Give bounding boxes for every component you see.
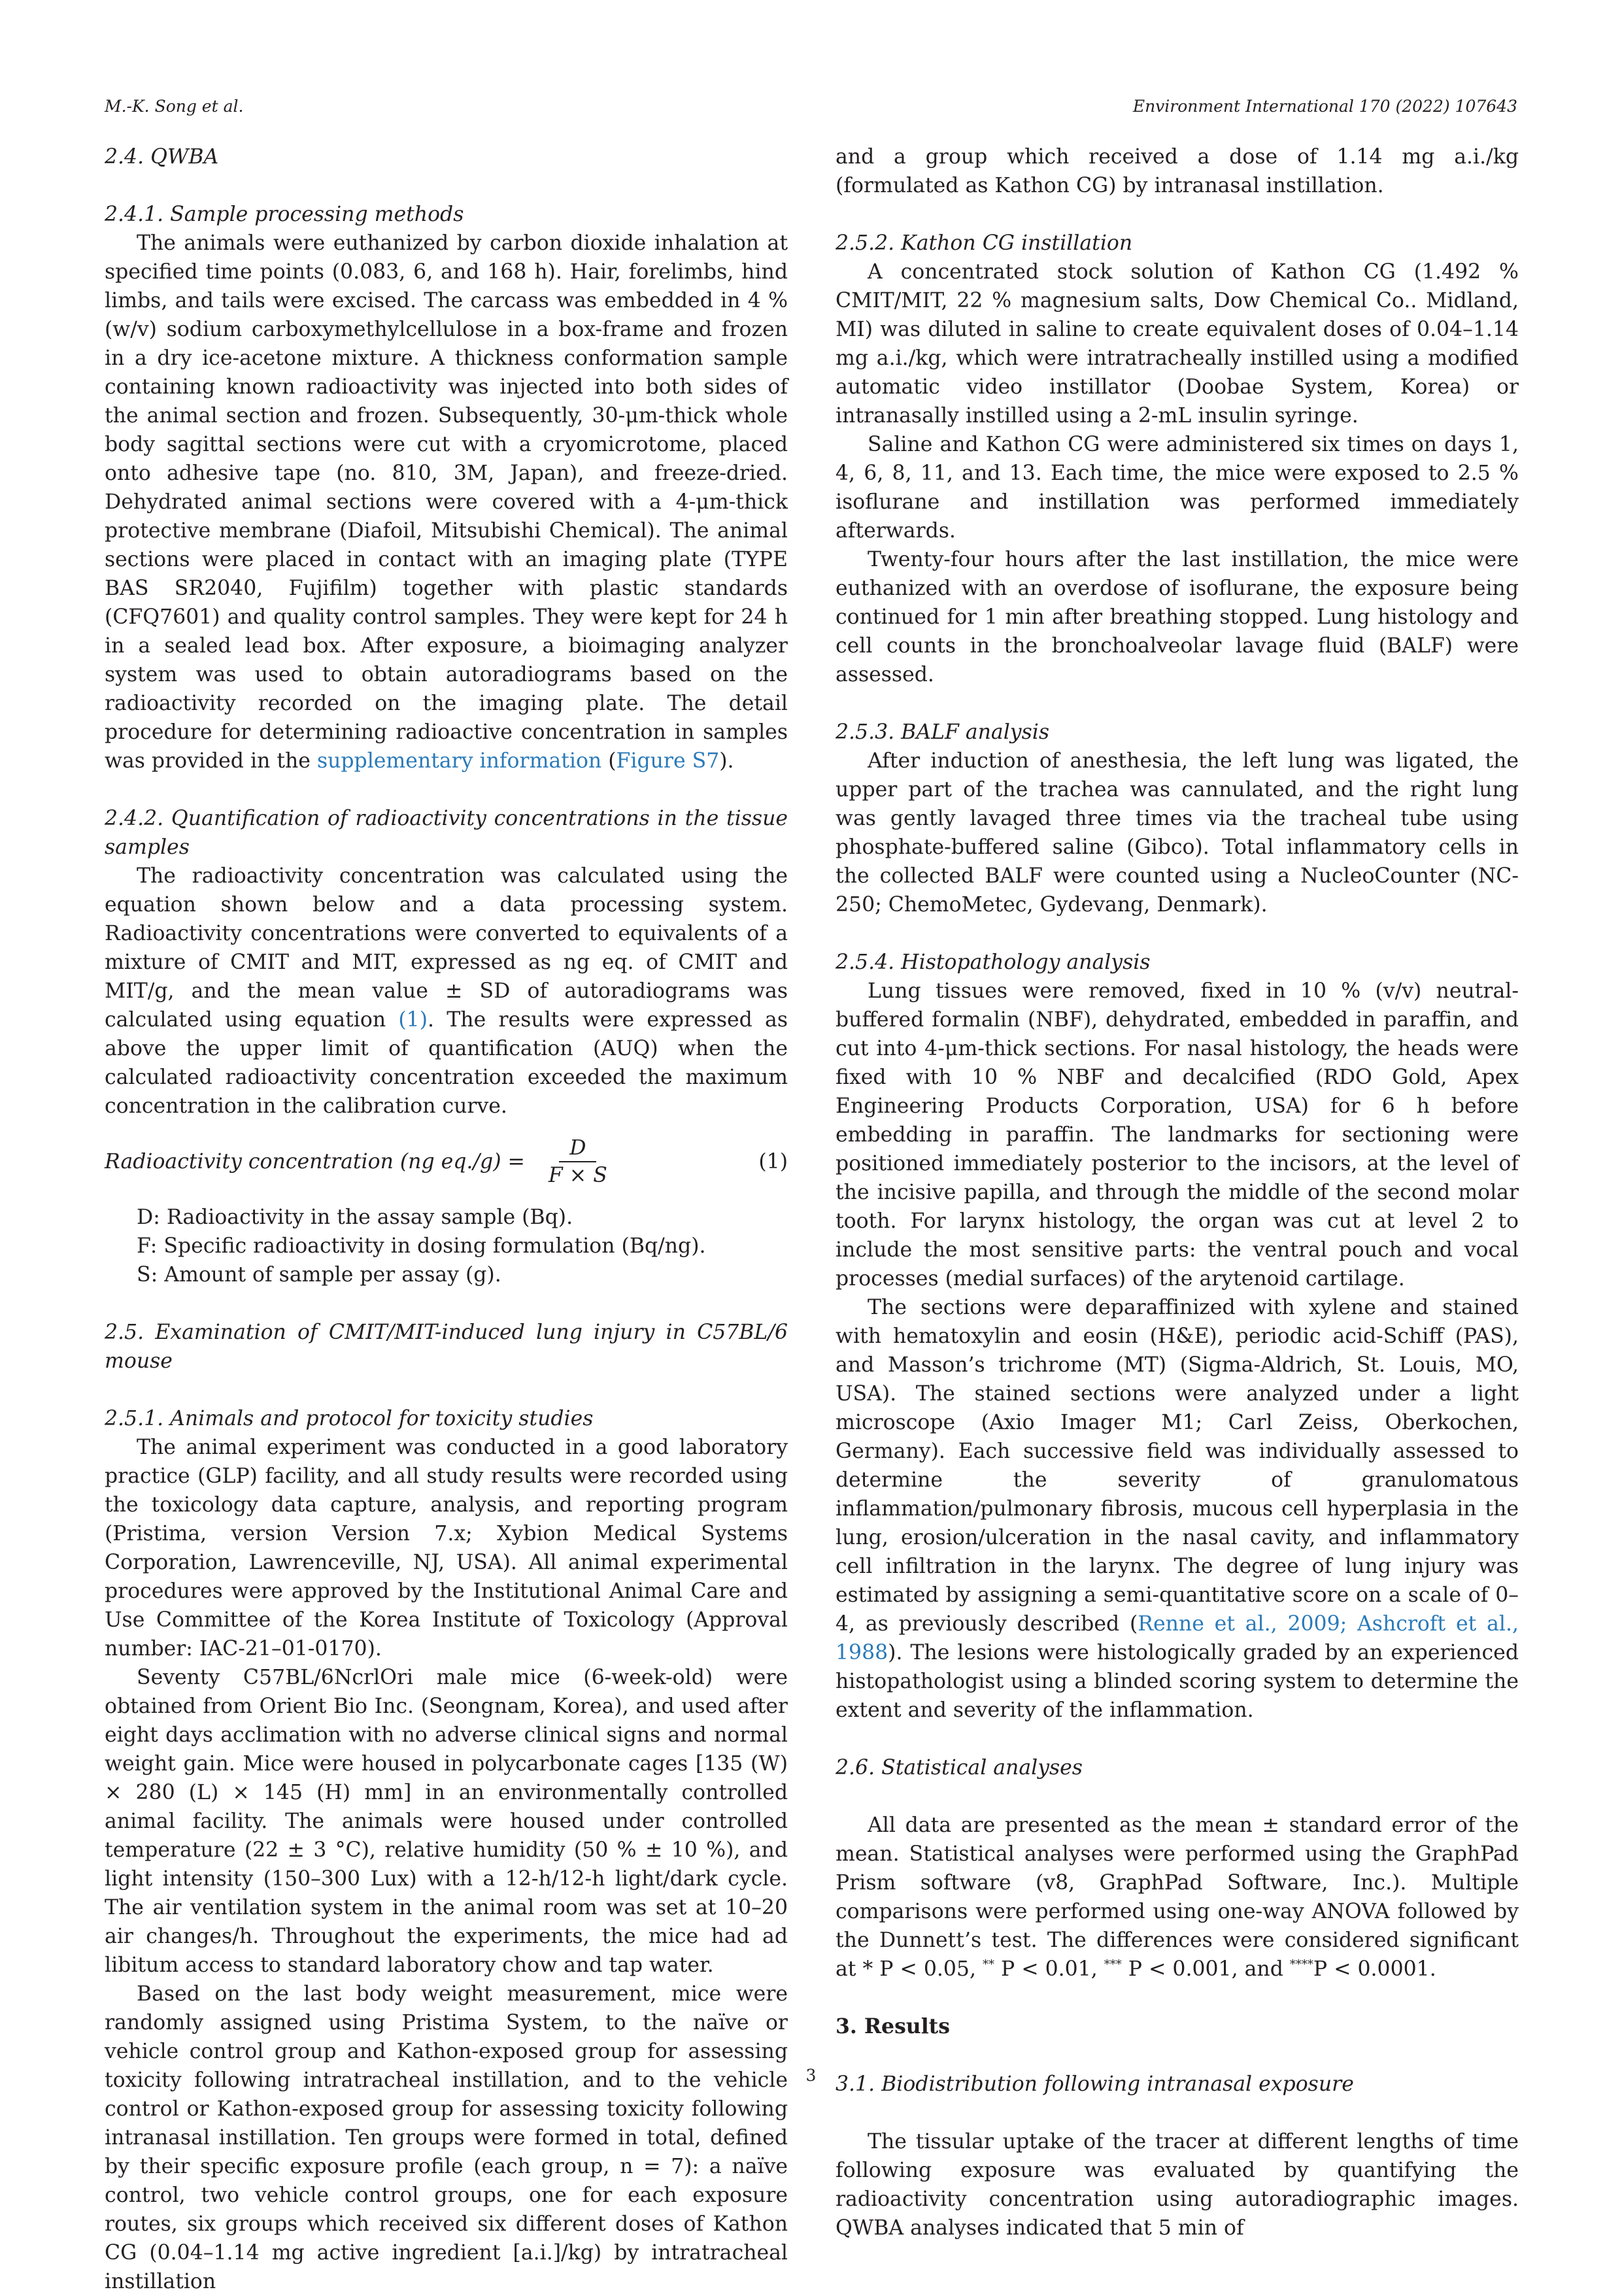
paragraph-biodistribution: The tissular uptake of the tracer at different lengths of time following exposure was evaluated by quantifying the radioactivity concentration using autoradiographic images. QWBA analyses indicated that 5 min of [836, 2130, 1519, 2240]
section-heading-2-5: 2.5. Examination of CMIT/MIT-induced lung injury in C57BL/6 mouse [105, 1321, 788, 1373]
section-heading-2-4: 2.4. QWBA [105, 145, 219, 169]
figure-s7-link[interactable]: Figure S7 [616, 749, 720, 773]
paragraph-statistics: All data are presented as the mean ± standard error of the mean. Statistical analyses were performed using the GraphPad Prism software (v8, GraphPad Software, Inc.). Multiple comparisons were performed using one-way ANOVA followed by the Dunnett’s test. The differences were considered significant at * P < 0.05, ** P < 0.01, *** P < 0.001, and ****P < 0.0001. [836, 1814, 1519, 1981]
running-header-journal: Environment International 170 (2022) 107643 [1132, 97, 1517, 116]
paragraph-histology-tissues: Lung tissues were removed, fixed in 10 % (v/v) neutral-buffered formalin (NBF), dehydrated, embedded in paraffin, and cut into 4-μm-thick sections. For nasal histology, the heads were fixed with 10 % NBF and decalcified (RDO Gold, Apex Engineering Products Corporation, USA) for 6 h before embedding in paraffin. The landmarks for sectioning were positioned immediately posterior to the incisors, at the level of the incisive papilla, and through the middle of the second molar tooth. For larynx histology, the organ was cut at level 2 to include the most sensitive parts: the ventral pouch and vocal processes (medial surfaces) of the arytenoid cartilage. [836, 979, 1519, 1291]
equation-fraction [538, 1135, 618, 1189]
paragraph-euthanasia: Twenty-four hours after the last instillation, the mice were euthanized with an overdose of isoflurane, the exposure being continued for 1 min after breathing stopped. Lung histology and cell counts in the bronchoalveolar lavage fluid (BALF) were assessed. [836, 548, 1519, 686]
section-heading-3: 3. Results [836, 2014, 950, 2038]
running-header-authors: M.-K. Song et al. [105, 97, 244, 116]
paragraph-kathon-stock: A concentrated stock solution of Kathon CG (1.492 % CMIT/MIT, 22 % magnesium salts, Dow Chemical Co.. Midland, MI) was diluted in saline to create equivalent doses of 0.04–1.14 mg a.i./kg, which were intratracheally instilled using a modified automatic video instillator (Doobae System, Korea) or intranasally instilled using a 2-mL insulin syringe. [836, 260, 1519, 428]
paragraph-balf: After induction of anesthesia, the left lung was ligated, the upper part of the trachea was cannulated, and the right lung was gently lavaged three times via the tracheal tube using phosphate-buffered saline (Gibco). Total inflammatory cells in the collected BALF were counted using a NucleoCounter (NC-250; ChemoMetec, Gydevang, Denmark). [836, 749, 1519, 917]
paragraph-continued: and a group which received a dose of 1.14 mg a.i./kg (formulated as Kathon CG) by intranasal instillation. [836, 145, 1519, 197]
subsection-heading-2-5-2: 2.5.2. Kathon CG instillation [836, 231, 1133, 255]
subsection-heading-2-5-4: 2.5.4. Histopathology analysis [836, 951, 1151, 974]
paragraph-quantification: The radioactivity concentration was calculated using the equation shown below and a data processing system. Radioactivity concentrations were converted to equivalents of a mixture of CMIT and MIT, expressed as ng eq. of CMIT and MIT/g, and the mean value ± SD of autoradiograms was calculated using equation (1). The results were expressed as above the upper limit of quantification (AUQ) when the calculated radioactivity concentration exceeded the maximum concentration in the calibration curve. [105, 864, 788, 1118]
equation-denominator: F × S [548, 1164, 607, 1187]
subsection-heading-2-4-1: 2.4.1. Sample processing methods [105, 203, 464, 226]
definition-d: D: Radioactivity in the assay sample (Bq). [137, 1206, 573, 1229]
paragraph-group-assignment: Based on the last body weight measurement, mice were randomly assigned using Pristima System, to the naïve or vehicle control group and Kathon-exposed group for assessing toxicity following intratracheal instillation, and to the vehicle control or Kathon-exposed group for assessing toxicity following intranasal instillation. Ten groups were formed in total, defined by their specific exposure profile (each group, n = 7): a naïve control, two vehicle control groups, one for each exposure routes, six groups which received six different doses of Kathon CG (0.04–1.14 mg active ingredient [a.i.]/kg) by intratracheal instillation [105, 1982, 788, 2293]
equation-numerator: D [559, 1135, 596, 1162]
equation-definitions [105, 1203, 788, 1289]
paragraph-mice-housing: Seventy C57BL/6NcrlOri male mice (6-week-old) were obtained from Orient Bio Inc. (Seongnam, Korea), and used after eight days acclimation with no adverse clinical signs and normal weight gain. Mice were housed in polycarbonate cages [135 (W) × 280 (L) × 145 (H) mm] in an environmentally controlled animal facility. The animals were housed under controlled temperature (22 ± 3 °C), relative humidity (50 % ± 10 %), and light intensity (150–300 Lux) with a 12-h/12-h light/dark cycle. The air ventilation system in the animal room was set at 10–20 air changes/h. Throughout the experiments, the mice had ad libitum access to standard laboratory chow and tap water. [105, 1666, 788, 1977]
section-heading-2-6: 2.6. Statistical analyses [836, 1756, 1083, 1780]
equation-1-link[interactable]: (1) [398, 1008, 428, 1032]
definition-s: S: Amount of sample per assay (g). [137, 1263, 501, 1287]
subsection-heading-2-5-1: 2.5.1. Animals and protocol for toxicity studies [105, 1407, 594, 1430]
right-column [836, 143, 1519, 2242]
definition-f: F: Specific radioactivity in dosing formulation (Bq/ng). [137, 1234, 706, 1258]
subsection-heading-2-5-3: 2.5.3. BALF analysis [836, 720, 1049, 744]
left-column [105, 143, 788, 2296]
paragraph-animal-experiment: The animal experiment was conducted in a good laboratory practice (GLP) facility, and all study results were recorded using the toxicology data capture, analysis, and reporting program (Pristima, version Version 7.x; Xybion Medical Systems Corporation, Lawrenceville, NJ, USA). All animal experimental procedures were approved by the Institutional Animal Care and Use Committee of the Korea Institute of Toxicology (Approval number: IAC-21–01-0170). [105, 1436, 788, 1661]
equation-lhs: Radioactivity concentration (ng eq./g) = [105, 1150, 525, 1173]
renne-ashcroft-citation-link[interactable]: Renne et al., 2009; Ashcroft et al., 1988 [836, 1612, 1519, 1664]
equation-1 [105, 1135, 788, 1189]
paragraph-administration: Saline and Kathon CG were administered six times on days 1, 4, 6, 8, 11, and 13. Each time, the mice were exposed to 2.5 % isoflurane and instillation was performed immediately afterwards. [836, 433, 1519, 543]
subsection-heading-3-1: 3.1. Biodistribution following intranasal exposure [836, 2072, 1354, 2096]
paragraph-sample-processing: The animals were euthanized by carbon dioxide inhalation at specified time points (0.083, 6, and 168 h). Hair, forelimbs, hind limbs, and tails were excised. The carcass was embedded in 4 % (w/v) sodium carboxymethylcellulose in a box-frame and frozen in a dry ice-acetone mixture. A thickness conformation sample containing known radioactivity was injected into both sides of the animal section and frozen. Subsequently, 30-μm-thick whole body sagittal sections were cut with a cryomicrotome, placed onto adhesive tape (no. 810, 3M, Japan), and freeze-dried. Dehydrated animal sections were covered with a 4-μm-thick protective membrane (Diafoil, Mitsubishi Chemical). The animal sections were placed in contact with an imaging plate (TYPE BAS SR2040, Fujifilm) together with plastic standards (CFQ7601) and quality control samples. They were kept for 24 h in a sealed lead box. After exposure, a bioimaging analyzer system was used to obtain autoradiograms based on the radioactivity recorded on the imaging plate. The detail procedure for determining radioactive concentration in samples was provided in the supplementary information (Figure S7). [105, 231, 788, 773]
subsection-heading-2-4-2: 2.4.2. Quantification of radioactivity concentrations in the tissue samples [105, 807, 788, 859]
paragraph-staining: The sections were deparaffinized with xylene and stained with hematoxylin and eosin (H&E), periodic acid-Schiff (PAS), and Masson’s trichrome (MT) (Sigma-Aldrich, St. Louis, MO, USA). The stained sections were analyzed under a light microscope (Axio Imager M1; Carl Zeiss, Oberkochen, Germany). Each successive field was individually assessed to determine the severity of granulomatous inflammation/pulmonary fibrosis, mucous cell hyperplasia in the lung, erosion/ulceration in the nasal cavity, and inflammatory cell infiltration in the larynx. The degree of lung injury was estimated by assigning a semi-quantitative score on a scale of 0–4, as previously described (Renne et al., 2009; Ashcroft et al., 1988). The lesions were histologically graded by an experienced histopathologist using a blinded scoring system to determine the extent and severity of the inflammation. [836, 1296, 1519, 1722]
supplementary-info-link[interactable]: supplementary information [316, 749, 602, 773]
equation-number: (1) [758, 1150, 788, 1173]
page-number: 3 [805, 2066, 817, 2085]
